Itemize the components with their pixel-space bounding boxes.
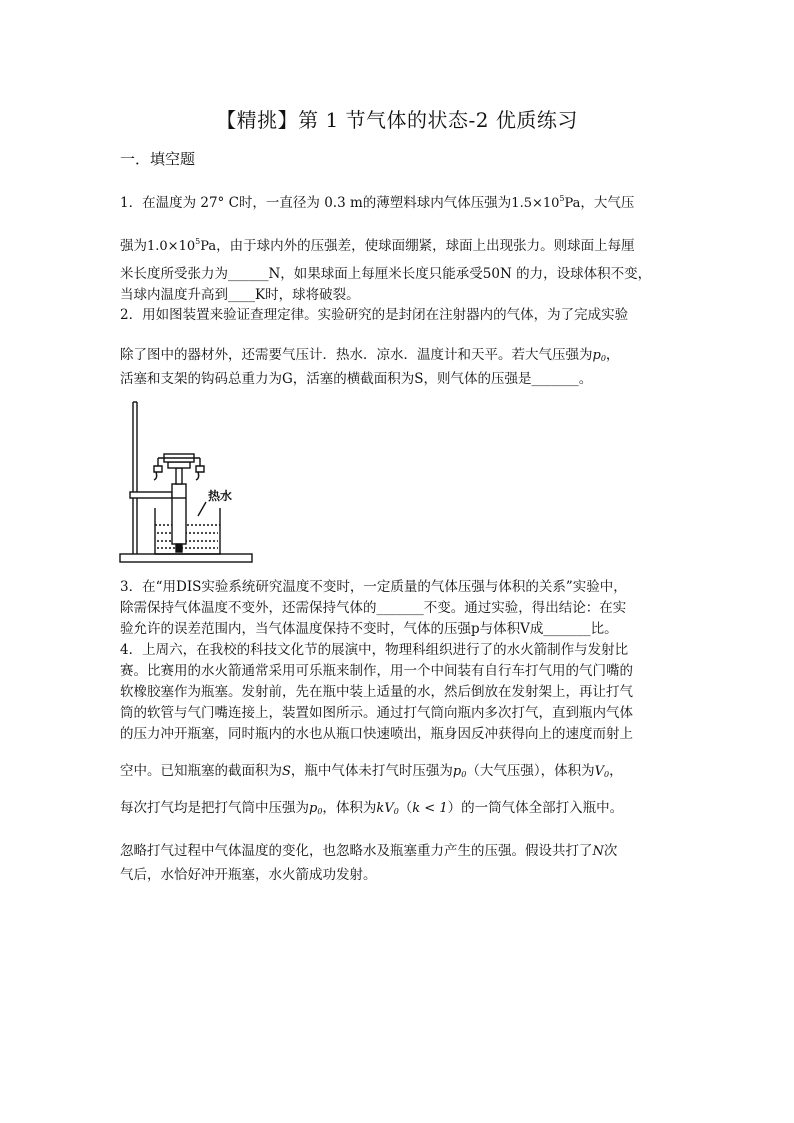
q2-line-3: 活塞和支架的钩码总重力为G，活塞的横截面积为S，则气体的压强是_______。 [120, 371, 593, 387]
section-heading: 一．填空题 [120, 150, 196, 168]
q1-line-4: 当球内温度升高到____K时，球将破裂。 [120, 287, 360, 303]
q4-line-6: 空中。已知瓶塞的截面积为S，瓶中气体未打气时压强为$p_0$（大气压强），体积为$V_0$， [120, 763, 623, 779]
q4-line-8: 忽略打气过程中气体温度的变化，也忽略水及瓶塞重力产生的压强。假设共打了N次 [120, 843, 618, 859]
q4-line-4: 筒的软管与气门嘴连接上，装置如图所示。通过打气筒向瓶内多次打气，直到瓶内气体 [120, 705, 633, 721]
q3-line-1: 3．在“用DIS实验系统研究温度不变时，一定质量的气体压强与体积的关系”实验中， [120, 579, 627, 595]
q1-line-3: 米长度所受张力为______N，如果球面上每厘米长度只能承受50N 的力，设球体积不变， [120, 266, 652, 282]
page-title: 【精挑】第 1 节气体的状态-2 优质练习 [216, 108, 578, 132]
q4-line-9: 气后，水恰好冲开瓶塞，水火箭成功发射。 [120, 867, 377, 883]
clamp-arm [130, 492, 172, 498]
q2-line-2: 除了图中的器材外，还需要气压计．热水．凉水．温度计和天平。若大气压强为$p_0$， [120, 347, 620, 363]
stand-base [120, 554, 252, 562]
hot-water-label: 热水 [208, 489, 233, 503]
q4-line-3: 软橡胶塞作为瓶塞。发射前，先在瓶中装上适量的水，然后倒放在发射架上，再让打气 [120, 684, 633, 700]
q2-line-1: 2．用如图装置来验证查理定律。实验研究的是封闭在注射器内的气体，为了完成实验 [120, 307, 629, 323]
p0-symbol: $p_0$ [592, 348, 606, 363]
q3-line-3: 验允许的误差范围内，当气体温度保持不变时，气体的压强p与体积V成_______比。 [120, 621, 618, 637]
q4-line-1: 4．上周六，在我校的科技文化节的展演中，物理科组织进行了的水火箭制作与发射比 [120, 642, 629, 658]
apparatus-figure [118, 398, 258, 568]
syringe [172, 484, 186, 544]
q1-line-1: 1．在温度为 27° C时，一直径为 0.3 m的薄塑料球内气体压强为$1.5\times 10^5Pa$，大气压 [120, 194, 635, 211]
q4-line-7: 每次打气均是把打气筒中压强为$p_0$，体积为$kV_0(k < 1)$的一筒气体全部打入瓶中。 [120, 800, 624, 816]
q3-line-2: 除需保持气体温度不变外，还需保持气体的_______不变。通过实验，得出结论：在实 [120, 600, 627, 616]
q1-line-2: 强为$1.0\times 10^5Pa$，由于球内外的压强差，使球面绷紧，球面上出现张力。则球面上每厘 [120, 237, 635, 254]
beaker [155, 508, 220, 554]
q4-line-2: 赛。比赛用的水火箭通常采用可乐瓶来制作，用一个中间装有自行车打气用的气门嘴的 [120, 663, 633, 679]
pressure-formula-1: $1.5\times 10^5Pa$ [511, 194, 581, 211]
q4-line-5: 的压力冲开瓶塞，同时瓶内的水也从瓶口快速喷出，瓶身因反冲获得向上的速度而射上 [120, 726, 633, 742]
pressure-formula-2: $1.0\times 10^5Pa$ [147, 237, 217, 254]
